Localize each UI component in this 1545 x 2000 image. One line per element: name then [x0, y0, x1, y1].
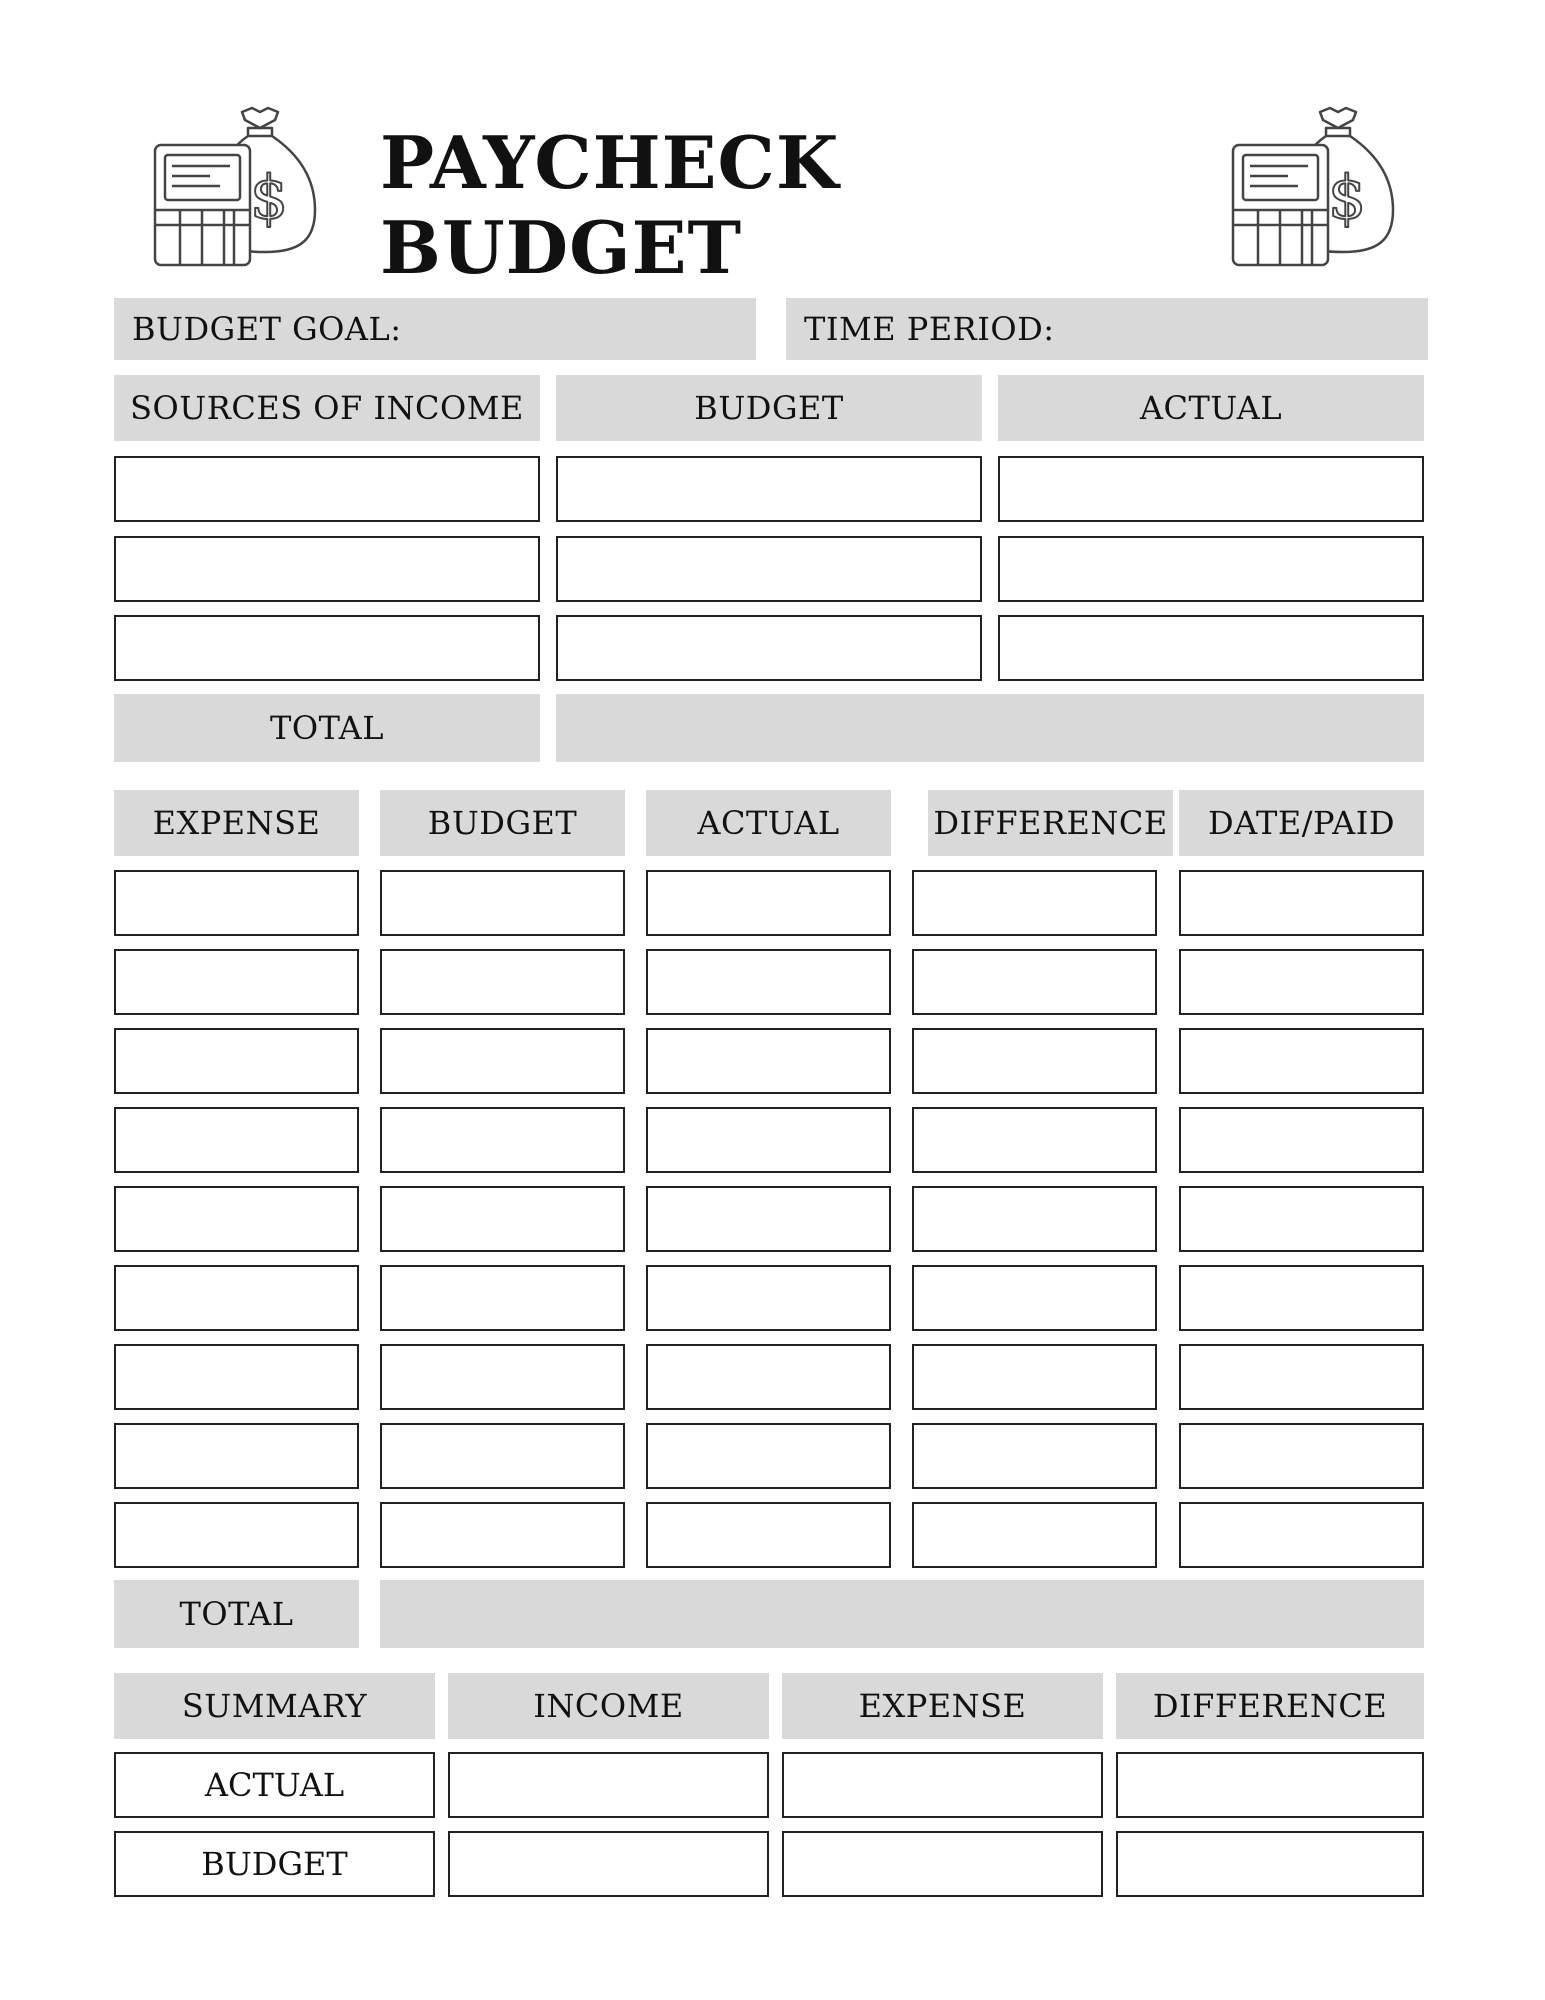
expense-header-budget: BUDGET — [380, 790, 625, 856]
income-header-actual: ACTUAL — [998, 375, 1424, 441]
expense-cell[interactable] — [114, 1186, 359, 1252]
summary-budget-difference[interactable] — [1116, 1831, 1424, 1897]
expense-cell[interactable] — [912, 1344, 1157, 1410]
expense-cell[interactable] — [114, 1344, 359, 1410]
expense-header-difference: DIFFERENCE — [928, 790, 1173, 856]
expense-cell[interactable] — [646, 1186, 891, 1252]
income-cell[interactable] — [114, 536, 540, 602]
income-header-source: SOURCES OF INCOME — [114, 375, 540, 441]
page-title: PAYCHECK BUDGET — [380, 120, 840, 290]
summary-actual-difference[interactable] — [1116, 1752, 1424, 1818]
expense-cell[interactable] — [646, 1502, 891, 1568]
expense-cell[interactable] — [1179, 1344, 1424, 1410]
expense-total-value[interactable] — [380, 1580, 1424, 1648]
expense-cell[interactable] — [646, 1423, 891, 1489]
expense-cell[interactable] — [380, 1107, 625, 1173]
expense-cell[interactable] — [1179, 870, 1424, 936]
summary-budget-expense[interactable] — [782, 1831, 1103, 1897]
calculator-money-bag-icon — [1228, 100, 1398, 270]
expense-cell[interactable] — [1179, 949, 1424, 1015]
expense-cell[interactable] — [912, 1423, 1157, 1489]
income-cell[interactable] — [114, 456, 540, 522]
expense-cell[interactable] — [646, 1028, 891, 1094]
expense-cell[interactable] — [1179, 1028, 1424, 1094]
expense-cell[interactable] — [912, 949, 1157, 1015]
expense-cell[interactable] — [912, 1265, 1157, 1331]
svg-text:$: $ — [1328, 163, 1367, 233]
expense-cell[interactable] — [380, 949, 625, 1015]
svg-text:$: $ — [250, 163, 289, 233]
expense-cell[interactable] — [912, 1107, 1157, 1173]
expense-cell[interactable] — [114, 1423, 359, 1489]
expense-cell[interactable] — [912, 1502, 1157, 1568]
expense-cell[interactable] — [1179, 1186, 1424, 1252]
time-period-field[interactable] — [786, 298, 1428, 360]
expense-header-expense: EXPENSE — [114, 790, 359, 856]
income-cell[interactable] — [556, 456, 982, 522]
expense-cell[interactable] — [646, 870, 891, 936]
time-period-label: TIME PERIOD: — [804, 310, 1055, 348]
expense-cell[interactable] — [1179, 1423, 1424, 1489]
expense-cell[interactable] — [380, 1186, 625, 1252]
expense-cell[interactable] — [646, 1265, 891, 1331]
income-cell[interactable] — [556, 615, 982, 681]
summary-header-expense: EXPENSE — [782, 1673, 1103, 1739]
expense-cell[interactable] — [1179, 1265, 1424, 1331]
expense-cell[interactable] — [114, 1028, 359, 1094]
expense-cell[interactable] — [114, 1107, 359, 1173]
budget-goal-label: BUDGET GOAL: — [132, 310, 402, 348]
expense-cell[interactable] — [114, 1265, 359, 1331]
income-cell[interactable] — [998, 615, 1424, 681]
expense-total-label: TOTAL — [114, 1580, 359, 1648]
expense-cell[interactable] — [1179, 1502, 1424, 1568]
income-total-value[interactable] — [556, 694, 1424, 762]
income-cell[interactable] — [114, 615, 540, 681]
expense-cell[interactable] — [912, 1028, 1157, 1094]
expense-cell[interactable] — [912, 1186, 1157, 1252]
expense-cell[interactable] — [912, 870, 1157, 936]
summary-header-income: INCOME — [448, 1673, 769, 1739]
calculator-money-bag-icon — [150, 100, 320, 270]
summary-budget-income[interactable] — [448, 1831, 769, 1897]
expense-header-actual: ACTUAL — [646, 790, 891, 856]
summary-header-difference: DIFFERENCE — [1116, 1673, 1424, 1739]
summary-actual-expense[interactable] — [782, 1752, 1103, 1818]
summary-actual-label: ACTUAL — [114, 1752, 435, 1818]
expense-cell[interactable] — [114, 870, 359, 936]
expense-cell[interactable] — [380, 1028, 625, 1094]
summary-actual-income[interactable] — [448, 1752, 769, 1818]
summary-budget-label: BUDGET — [114, 1831, 435, 1897]
expense-cell[interactable] — [114, 949, 359, 1015]
expense-cell[interactable] — [380, 1423, 625, 1489]
income-total-label: TOTAL — [114, 694, 540, 762]
expense-cell[interactable] — [1179, 1107, 1424, 1173]
income-cell[interactable] — [998, 456, 1424, 522]
budget-goal-field[interactable] — [114, 298, 756, 360]
income-cell[interactable] — [998, 536, 1424, 602]
expense-cell[interactable] — [380, 870, 625, 936]
expense-cell[interactable] — [114, 1502, 359, 1568]
expense-cell[interactable] — [646, 1107, 891, 1173]
expense-header-date-paid: DATE/PAID — [1179, 790, 1424, 856]
summary-header-summary: SUMMARY — [114, 1673, 435, 1739]
expense-cell[interactable] — [380, 1265, 625, 1331]
expense-cell[interactable] — [646, 1344, 891, 1410]
expense-cell[interactable] — [380, 1344, 625, 1410]
income-cell[interactable] — [556, 536, 982, 602]
expense-cell[interactable] — [646, 949, 891, 1015]
expense-cell[interactable] — [380, 1502, 625, 1568]
income-header-budget: BUDGET — [556, 375, 982, 441]
